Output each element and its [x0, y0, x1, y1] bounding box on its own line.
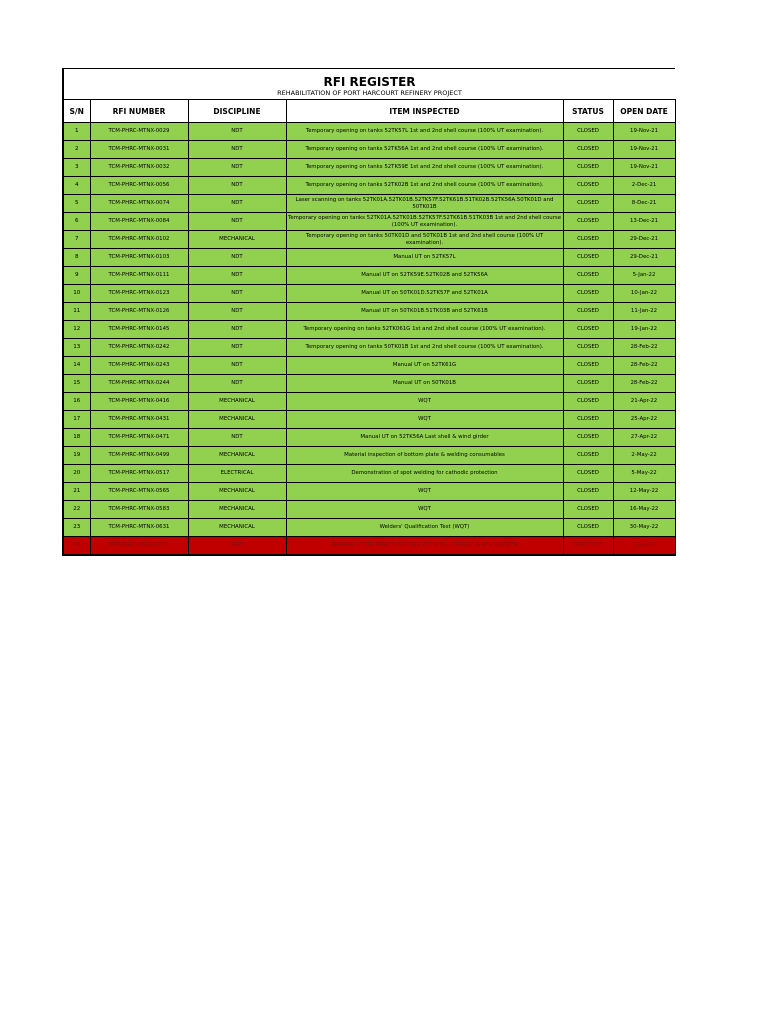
item-inspected-cell: WQT: [286, 411, 563, 429]
discipline-cell: NDT: [188, 195, 286, 213]
table-row: [63, 123, 675, 141]
item-inspected-cell: Temporary opening on tanks 52TK01A.52TK01B.52TK57F.52TK61B.51TK03B 1st and 2nd shell course (100% UT examination).: [286, 213, 563, 231]
rfi-number-cell: TCM-PHRC-MTNX-0781: [90, 537, 188, 556]
open-date-cell: 11-Jan-22: [613, 303, 675, 321]
item-inspected-cell: Material inspection of bottom plate & welding consumables: [286, 447, 563, 465]
status-cell: CLOSED: [563, 339, 613, 357]
open-date-cell: 28-Feb-22: [613, 357, 675, 375]
table-row: [63, 519, 675, 537]
rfi-register-table: [62, 68, 676, 556]
status-cell: CLOSED: [563, 393, 613, 411]
open-date-cell: 5-May-22: [613, 465, 675, 483]
rfi-number-cell: TCM-PHRC-MTNX-0631: [90, 519, 188, 537]
discipline-cell: MECHANICAL: [188, 411, 286, 429]
open-date-cell: 29-Dec-21: [613, 249, 675, 267]
item-inspected-cell: WQT: [286, 393, 563, 411]
table-row: [63, 195, 675, 213]
sn-cell: 11: [63, 303, 90, 321]
table-row: [63, 177, 675, 195]
item-inspected-cell: Manual UT on 52TK61G: [286, 357, 563, 375]
discipline-cell: NDT: [188, 159, 286, 177]
discipline-cell: NDT: [188, 303, 286, 321]
sn-cell: 1: [63, 123, 90, 141]
open-date-cell: 29-Dec-21: [613, 231, 675, 249]
header-sn: S/N: [63, 100, 90, 123]
item-inspected-cell: Welders' Qualification Test (WQT): [286, 519, 563, 537]
item-inspected-cell: Temporary opening on tanks 52TK57L 1st and 2nd shell course (100% UT examination).: [286, 123, 563, 141]
rfi-number-cell: TCM-PHRC-MTNX-0242: [90, 339, 188, 357]
table-row: [63, 501, 675, 519]
status-cell: CLOSED: [563, 195, 613, 213]
status-cell: CLOSED: [563, 231, 613, 249]
sn-cell: 24: [63, 537, 90, 556]
rfi-number-cell: TCM-PHRC-MTNX-0244: [90, 375, 188, 393]
discipline-cell: MECHANICAL: [188, 231, 286, 249]
open-date-cell: 10-Jan-22: [613, 285, 675, 303]
discipline-cell: MECHANICAL: [188, 501, 286, 519]
discipline-cell: MECHANICAL: [188, 483, 286, 501]
item-inspected-cell: Manual UT on 50TK01B.51TK03B and 52TK61B: [286, 303, 563, 321]
rfi-number-cell: TCM-PHRC-MTNX-0123: [90, 285, 188, 303]
sn-cell: 3: [63, 159, 90, 177]
status-cell: CLOSED: [563, 429, 613, 447]
open-date-cell: 2-Dec-21: [613, 177, 675, 195]
rfi-number-cell: TCM-PHRC-MTNX-0416: [90, 393, 188, 411]
status-cell: CLOSED: [563, 375, 613, 393]
open-date-cell: 28-Feb-22: [613, 339, 675, 357]
item-inspected-cell: Temporary opening on tanks 52TK59E 1st and 2nd shell course (100% UT examination).: [286, 159, 563, 177]
open-date-cell: 19-Nov-21: [613, 123, 675, 141]
rfi-number-cell: TCM-PHRC-MTNX-0074: [90, 195, 188, 213]
sn-cell: 23: [63, 519, 90, 537]
status-cell: CLOSED: [563, 357, 613, 375]
status-cell: CLOSED: [563, 267, 613, 285]
rfi-number-cell: TCM-PHRC-MTNX-0102: [90, 231, 188, 249]
table-row: [63, 357, 675, 375]
status-cell: CLOSED: [563, 321, 613, 339]
rfi-number-cell: TCM-PHRC-MTNX-0431: [90, 411, 188, 429]
sn-cell: 5: [63, 195, 90, 213]
sn-cell: 7: [63, 231, 90, 249]
open-date-cell: 30-May-22: [613, 519, 675, 537]
item-inspected-cell: Manual UT on 52TK56A Last shell & wind girder: [286, 429, 563, 447]
status-cell: CLOSED: [563, 123, 613, 141]
table-row: [63, 285, 675, 303]
status-cell: CLOSED: [563, 303, 613, 321]
header-item-inspected: ITEM INSPECTED: [286, 100, 563, 123]
rfi-number-cell: TCM-PHRC-MTNX-0032: [90, 159, 188, 177]
table-row: [63, 429, 675, 447]
open-date-cell: 6-Jun-22: [613, 537, 675, 556]
status-cell: CLOSED: [563, 249, 613, 267]
open-date-cell: 12-May-22: [613, 483, 675, 501]
discipline-cell: NDT: [188, 375, 286, 393]
discipline-cell: MECHANICAL: [188, 393, 286, 411]
status-cell: CLOSED: [563, 465, 613, 483]
item-inspected-cell: Demonstration of spot welding for cathodic protection: [286, 465, 563, 483]
status-cell: CLOSED: [563, 501, 613, 519]
register-title: RFI REGISTER: [323, 74, 416, 89]
sn-cell: 18: [63, 429, 90, 447]
sn-cell: 13: [63, 339, 90, 357]
table-row: [63, 321, 675, 339]
rfi-register-sheet: [62, 68, 674, 556]
status-cell: CANCELED: [563, 537, 613, 556]
sn-cell: 16: [63, 393, 90, 411]
rfi-number-cell: TCM-PHRC-MTNX-0084: [90, 213, 188, 231]
open-date-cell: 8-Dec-21: [613, 195, 675, 213]
sn-cell: 9: [63, 267, 90, 285]
sn-cell: 10: [63, 285, 90, 303]
table-row: [63, 159, 675, 177]
open-date-cell: 19-Nov-21: [613, 159, 675, 177]
discipline-cell: NDT: [188, 339, 286, 357]
rfi-number-cell: TCM-PHRC-MTNX-0145: [90, 321, 188, 339]
sn-cell: 4: [63, 177, 90, 195]
discipline-cell: NDT: [188, 357, 286, 375]
sn-cell: 6: [63, 213, 90, 231]
header-row: [63, 100, 675, 123]
status-cell: CLOSED: [563, 159, 613, 177]
item-inspected-cell: Manual UT on 52TK57L: [286, 249, 563, 267]
open-date-cell: 2-May-22: [613, 447, 675, 465]
rfi-number-cell: TCM-PHRC-MTNX-0031: [90, 141, 188, 159]
sn-cell: 14: [63, 357, 90, 375]
open-date-cell: 13-Dec-21: [613, 213, 675, 231]
sn-cell: 21: [63, 483, 90, 501]
header-status: STATUS: [563, 100, 613, 123]
item-inspected-cell: Manual UT on 52TK59E.52TK02B and 52TK56A: [286, 267, 563, 285]
sn-cell: 20: [63, 465, 90, 483]
item-inspected-cell: WQT: [286, 483, 563, 501]
item-inspected-cell: Temporary opening on tanks 50TK01D and 50TK01B 1st and 2nd shell course (100% UT examination).: [286, 231, 563, 249]
item-inspected-cell: Temporary opening on tanks 52TK02B 1st and 2nd shell course (100% UT examination).: [286, 177, 563, 195]
sn-cell: 19: [63, 447, 90, 465]
register-rows: [63, 123, 675, 556]
discipline-cell: NDT: [188, 321, 286, 339]
open-date-cell: 5-Jan-22: [613, 267, 675, 285]
status-cell: CLOSED: [563, 141, 613, 159]
open-date-cell: 21-Apr-22: [613, 393, 675, 411]
table-row: [63, 339, 675, 357]
table-row: [63, 411, 675, 429]
header-open-date: OPEN DATE: [613, 100, 675, 123]
discipline-cell: NDT: [188, 429, 286, 447]
rfi-number-cell: TCM-PHRC-MTNX-0565: [90, 483, 188, 501]
item-inspected-cell: Temporary opening on tanks 50TK01B 1st and 2nd shell course (100% UT examination).: [286, 339, 563, 357]
rfi-number-cell: TCM-PHRC-MTNX-0517: [90, 465, 188, 483]
item-inspected-cell: Manual UT on 50TK01D.52TK57F and 52TK01A: [286, 285, 563, 303]
table-row: [63, 267, 675, 285]
item-inspected-cell: WQT: [286, 501, 563, 519]
discipline-cell: ELECTRICAL: [188, 465, 286, 483]
rfi-number-cell: TCM-PHRC-MTNX-0056: [90, 177, 188, 195]
discipline-cell: NDT: [188, 177, 286, 195]
sn-cell: 22: [63, 501, 90, 519]
status-cell: CLOSED: [563, 447, 613, 465]
table-row: [63, 465, 675, 483]
item-inspected-cell: Temporary opening on tanks 52TK061G 1st and 2nd shell course (100% UT examination).: [286, 321, 563, 339]
sn-cell: 8: [63, 249, 90, 267]
discipline-cell: NDT: [188, 267, 286, 285]
table-row: [63, 537, 675, 556]
discipline-cell: NDT: [188, 249, 286, 267]
open-date-cell: 16-May-22: [613, 501, 675, 519]
discipline-cell: NDT: [188, 285, 286, 303]
rfi-number-cell: TCM-PHRC-MTNX-0103: [90, 249, 188, 267]
status-cell: CLOSED: [563, 213, 613, 231]
header-discipline: DISCIPLINE: [188, 100, 286, 123]
open-date-cell: 28-Feb-22: [613, 375, 675, 393]
status-cell: CLOSED: [563, 483, 613, 501]
open-date-cell: 19-Jan-22: [613, 321, 675, 339]
table-row: [63, 375, 675, 393]
discipline-cell: NDT: [188, 537, 286, 556]
rfi-number-cell: TCM-PHRC-MTNX-0243: [90, 357, 188, 375]
table-row: [63, 231, 675, 249]
rfi-number-cell: TCM-PHRC-MTNX-0111: [90, 267, 188, 285]
discipline-cell: MECHANICAL: [188, 447, 286, 465]
header-rfi-number: RFI NUMBER: [90, 100, 188, 123]
sn-cell: 15: [63, 375, 90, 393]
rfi-number-cell: TCM-PHRC-MTNX-0499: [90, 447, 188, 465]
sn-cell: 17: [63, 411, 90, 429]
table-row: [63, 483, 675, 501]
discipline-cell: MECHANICAL: [188, 519, 286, 537]
discipline-cell: NDT: [188, 123, 286, 141]
open-date-cell: 27-Apr-22: [613, 429, 675, 447]
table-row: [63, 249, 675, 267]
item-inspected-cell: Temporary opening on tanks 52TK56A 1st and 2nd shell course (100% UT examination).: [286, 141, 563, 159]
rfi-number-cell: TCM-PHRC-MTNX-0126: [90, 303, 188, 321]
table-row: [63, 141, 675, 159]
sn-cell: 12: [63, 321, 90, 339]
item-inspected-cell: Laser scanning on tanks 52TK01A.52TK01B.52TK57F.52TK61B.51TK02B.52TK56A.50TK01D and 50TK01B: [286, 195, 563, 213]
table-row: [63, 447, 675, 465]
table-row: [63, 303, 675, 321]
discipline-cell: NDT: [188, 141, 286, 159]
rfi-number-cell: TCM-PHRC-MTNX-0029: [90, 123, 188, 141]
open-date-cell: 25-Apr-22: [613, 411, 675, 429]
item-inspected-cell: Manual UT on 50TK01B: [286, 375, 563, 393]
project-subtitle: REHABILITATION OF PORT HARCOURT REFINERY PROJECT: [277, 88, 462, 97]
rfi-number-cell: TCM-PHRC-MTNX-0583: [90, 501, 188, 519]
status-cell: CLOSED: [563, 285, 613, 303]
item-inspected-cell: MANUAL UT ON TANK 52TK61G LAST SHELL COURSE & WINDGIRDER: [286, 537, 563, 556]
table-row: [63, 393, 675, 411]
open-date-cell: 19-Nov-21: [613, 141, 675, 159]
title-cell: [63, 69, 675, 100]
sn-cell: 2: [63, 141, 90, 159]
status-cell: CLOSED: [563, 411, 613, 429]
status-cell: CLOSED: [563, 519, 613, 537]
discipline-cell: NDT: [188, 213, 286, 231]
status-cell: CLOSED: [563, 177, 613, 195]
rfi-number-cell: TCM-PHRC-MTNX-0471: [90, 429, 188, 447]
table-row: [63, 213, 675, 231]
